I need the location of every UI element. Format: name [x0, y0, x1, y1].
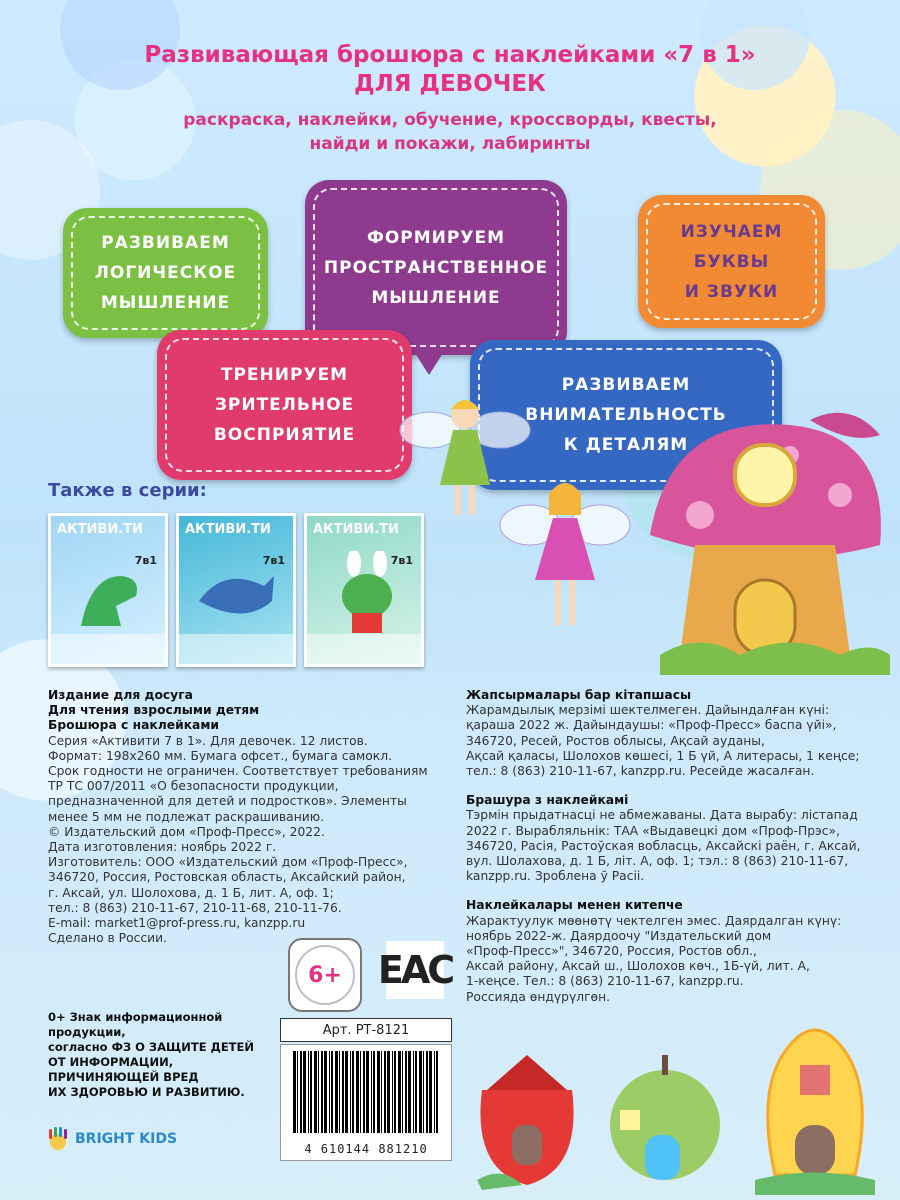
barcode-bar: [318, 1051, 319, 1133]
series-title: Также в серии:: [48, 480, 207, 501]
barcode-bar: [310, 1051, 312, 1133]
barcode: [280, 1044, 452, 1161]
series-book-cover: [176, 513, 296, 667]
article-number: Арт. РТ-8121: [280, 1018, 452, 1042]
info-product-warning: 0+ Знак информационной продукции, согласно ФЗ О ЗАЩИТЕ ДЕТЕЙ ОТ ИНФОРМАЦИИ, ПРИЧИНЯЮЩЕЙ ВРЕД ИХ ЗДОРОВЬЮ И РАЗВИТИЮ.: [48, 1010, 255, 1099]
barcode-bar: [415, 1051, 417, 1133]
barcode-bar: [329, 1051, 330, 1133]
barcode-bar: [308, 1051, 309, 1133]
reading-note: Для чтения взрослыми детям: [48, 703, 260, 718]
barcode-bar: [429, 1051, 432, 1133]
kazakh-body: Жарамдылық мерзімі шектелмеген. Дайындалған күні: қараша 2022 ж. Дайындаушы: «Проф-Пресс» баспа үйі», 346720, Ресей, Ростов облысы, Ақсай ауданы, Ақсай қаласы, Шолохов көшесі, 1 Б үй, А литерасы, 1 кеңсе; тел.: 8 (863) 210-11-67, kanzpp.ru. Ресейде жасалған.: [466, 703, 860, 779]
age-rating-badge: [288, 938, 362, 1012]
header-subtitle: ДЛЯ ДЕВОЧЕК: [354, 71, 546, 97]
barcode-bar: [335, 1051, 338, 1133]
book-title: АКТИВИ.ТИ: [185, 522, 271, 537]
dinosaur-icon: [71, 556, 151, 636]
barcode-bar: [408, 1051, 411, 1133]
book-title: АКТИВИ.ТИ: [313, 522, 399, 537]
bubble-spatial-text: ФОРМИРУЕМ ПРОСТРАНСТВЕННОЕ МЫШЛЕНИЕ: [323, 227, 549, 308]
barcode-bar: [413, 1051, 414, 1133]
bright-kids-logo: [45, 1126, 177, 1152]
barcode-bar: [300, 1051, 302, 1133]
series-book-cover: [304, 513, 424, 667]
barcode-bar: [387, 1051, 390, 1133]
book-badge: 7в1: [390, 554, 413, 567]
series-book-cover: [48, 513, 168, 667]
barcode-bar: [297, 1051, 298, 1133]
book-title: АКТИВИ.ТИ: [57, 522, 143, 537]
barcode-bar: [366, 1051, 369, 1133]
bubble-tail: [415, 353, 443, 375]
barcode-bar: [392, 1051, 393, 1133]
barcode-bar: [314, 1051, 317, 1133]
barcode-bar: [394, 1051, 396, 1133]
belarusian-body: Тэрмін прыдатнасці не абмежаваны. Дата вырабу: лістапад 2022 г. Вырабляльнік: ТАА «Выдавецкі дом «Проф-Прэс», 346720, Расія, Растоўская вобласць, Аксайскі раён, г. Аксай, вул. Шолахова, д. 1 Б, літ. А, оф. 1; тэл.: 8 (863) 210-11-67, kanzpp.ru. Зроблена ў Расіі.: [466, 808, 861, 884]
barcode-bars: [281, 1049, 451, 1144]
shark-icon: [194, 556, 279, 636]
barcode-bar: [324, 1051, 327, 1133]
bubble-spatial: [305, 180, 567, 355]
header-features-1: раскраска, наклейки, обучение, кроссворды, квесты,: [183, 110, 717, 130]
barcode-bar: [356, 1051, 359, 1133]
barcode-bar: [402, 1051, 403, 1133]
barcode-bar: [345, 1051, 348, 1133]
barcode-bar: [419, 1051, 422, 1133]
fairy-illustration: [495, 470, 635, 640]
barcode-bar: [405, 1051, 407, 1133]
age-rating: 6+: [295, 945, 355, 1005]
kazakh-title: Жапсырмалары бар кітапшасы: [466, 688, 692, 702]
barcode-bar: [303, 1051, 306, 1133]
barcode-bar: [350, 1051, 351, 1133]
barcode-bar: [360, 1051, 361, 1133]
barcode-bar: [384, 1051, 386, 1133]
strawberry-house-illustration: [462, 1030, 592, 1190]
eac-mark: EAC: [386, 941, 444, 999]
bubble-logic-text: РАЗВИВАЕМ ЛОГИЧЕСКОЕ МЫШЛЕНИЕ: [94, 233, 237, 313]
bubble-attention-text: РАЗВИВАЕМ ВНИМАТЕЛЬНОСТЬ К ДЕТАЛЯМ: [525, 375, 727, 455]
left-info-block: [48, 688, 448, 946]
bubble-letters: [638, 195, 825, 328]
kyrgyz-title: Наклейкалары менен китепче: [466, 898, 683, 913]
logo-text: BRIGHT KIDS: [75, 1131, 178, 1147]
barcode-bar: [339, 1051, 340, 1133]
barcode-bar: [381, 1051, 382, 1133]
bubble-visual: [157, 330, 412, 480]
book-badge: 7в1: [262, 554, 285, 567]
barcode-bar: [293, 1051, 296, 1133]
barcode-bar: [331, 1051, 333, 1133]
product-details: Серия «Активити 7 в 1». Для девочек. 12 листов. Формат: 198х260 мм. Бумага офсет., бумага самокл. Срок годности не ограничен. Соответствует требованиям ТР ТС 007/2011 «О безопасности продукции, предназначенной для детей и подростков». Элементы менее 5 мм не подлежат раскрашиванию. © Издательский дом «Проф-Пресс», 2022. Дата изготовления: ноябрь 2022 г. Изготовитель: ООО «Издательский дом «Проф-Пресс», 346720, Россия, Ростовская область, Аксайский район, г. Аксай, ул. Шолохова, д. 1 Б, лит. А, оф. 1; тел.: 8 (863) 210-11-67, 210-11-68, 210-11-76. E-mail: market1@prof-press.ru, kanzpp.ru Сделано в России.: [48, 733, 428, 946]
belarusian-title: Брашура з наклейкамі: [466, 793, 629, 808]
barcode-number: 4 610144 881210: [304, 1142, 428, 1156]
kyrgyz-body: Жарактуулук мөөнөтү чектелген эмес. Даярдалган күнү: ноябрь 2022-ж. Даярдоочу "Издательский дом «Проф-Пресс»", 346720, Россия, Ростов обл., Аксай району, Аксай ш., Шолохов көч., 1Б-үй, лит. А, 1-кеңсе. Тел.: 8 (863) 210-11-67, kanzpp.ru. Россияда өндүрүлгөн.: [466, 913, 842, 1004]
barcode-bar: [377, 1051, 380, 1133]
bunny-icon: [332, 551, 402, 636]
bubble-letters-text: ИЗУЧАЕМ БУКВЫ И ЗВУКИ: [680, 221, 783, 302]
barcode-bar: [436, 1051, 438, 1133]
barcode-bar: [423, 1051, 424, 1133]
barcode-bar: [363, 1051, 365, 1133]
apple-house-illustration: [600, 1040, 730, 1190]
bubble-visual-text: ТРЕНИРУЕМ ЗРИТЕЛЬНОЕ ВОСПРИЯТИЕ: [213, 365, 356, 445]
pumpkin-house-illustration: [745, 1005, 885, 1195]
barcode-bar: [321, 1051, 323, 1133]
header-title: Развивающая брошюра с наклейками «7 в 1»: [144, 42, 756, 68]
right-info-block: [466, 688, 886, 1005]
barcode-bar: [342, 1051, 344, 1133]
bubble-logic: [63, 208, 268, 338]
hand-logo-icon: [45, 1126, 71, 1152]
product-type: Брошюра с наклейками: [48, 718, 220, 733]
header-features-2: найди и покажи, лабиринты: [309, 134, 591, 154]
header: [0, 40, 900, 156]
barcode-bar: [373, 1051, 375, 1133]
barcode-bar: [371, 1051, 372, 1133]
mushroom-house-illustration: [640, 405, 900, 675]
barcode-bar: [398, 1051, 401, 1133]
barcode-bar: [434, 1051, 435, 1133]
barcode-bar: [352, 1051, 354, 1133]
book-badge: 7в1: [134, 554, 157, 567]
edition-type: Издание для досуга: [48, 688, 193, 702]
barcode-bar: [426, 1051, 428, 1133]
